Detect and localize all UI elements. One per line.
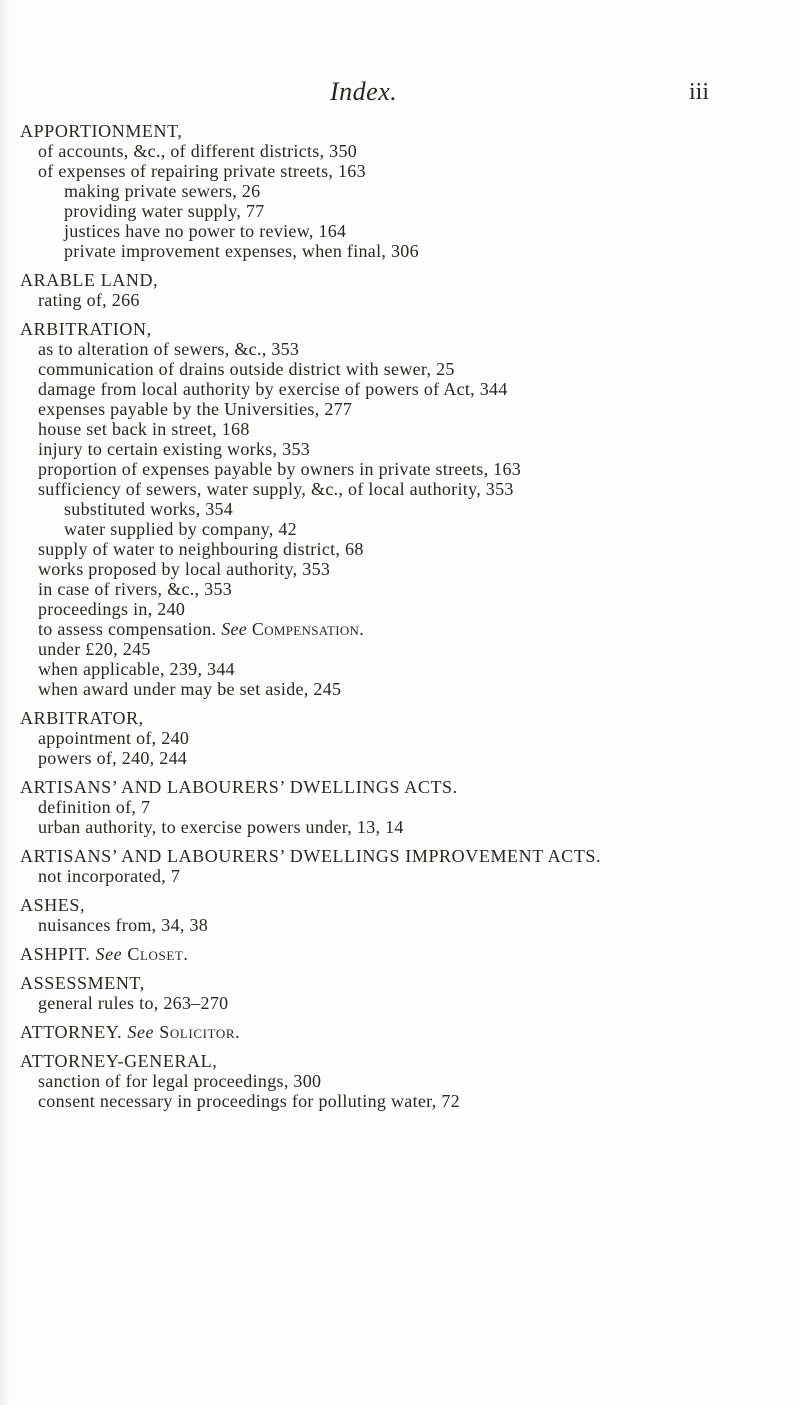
entry-text: in case of rivers, &c., 353 bbox=[38, 579, 233, 599]
index-subentry bbox=[0, 499, 800, 519]
index-subentry bbox=[0, 619, 800, 639]
entry-text: rating of, 266 bbox=[38, 290, 140, 310]
entry-text: powers of, 240, 244 bbox=[38, 748, 188, 768]
cross-reference: Compensation. bbox=[251, 619, 365, 639]
entry-text: private improvement expenses, when final, 306 bbox=[64, 241, 419, 261]
entry-text: general rules to, 263–270 bbox=[38, 993, 229, 1013]
entry-text: providing water supply, 77 bbox=[64, 201, 265, 221]
entry-text: communication of drains outside district with sewer, 25 bbox=[38, 359, 455, 379]
entry-text: when award under may be set aside, 245 bbox=[38, 679, 342, 699]
entry-text: ARTISANS’ AND LABOURERS’ DWELLINGS IMPROVEMENT ACTS. bbox=[20, 846, 602, 866]
entry-text: supply of water to neighbouring district, 68 bbox=[38, 539, 364, 559]
entry-text: damage from local authority by exercise of powers of Act, 344 bbox=[38, 379, 508, 399]
cross-reference: Solicitor. bbox=[159, 1022, 241, 1042]
index-subentry bbox=[0, 639, 800, 659]
entry-text: as to alteration of sewers, &c., 353 bbox=[38, 339, 300, 359]
page-title: Index. bbox=[330, 77, 398, 106]
entry-text: ARBITRATOR, bbox=[20, 708, 144, 728]
entry-text: ASHES, bbox=[20, 895, 86, 915]
index-subentry bbox=[0, 539, 800, 559]
entry-text: of accounts, &c., of different districts, 350 bbox=[38, 141, 358, 161]
entry-text: proceedings in, 240 bbox=[38, 599, 186, 619]
index-subentry bbox=[0, 748, 800, 768]
entry-text: ASSESSMENT, bbox=[20, 973, 145, 993]
entry-text: ATTORNEY-GENERAL, bbox=[20, 1051, 218, 1071]
entry-text: nuisances from, 34, 38 bbox=[38, 915, 209, 935]
entry-text: ARBITRATION, bbox=[20, 319, 152, 339]
index-subentry bbox=[0, 659, 800, 679]
index-subentry bbox=[0, 679, 800, 699]
index-subentry bbox=[0, 1071, 800, 1091]
entry-text: justices have no power to review, 164 bbox=[64, 221, 347, 241]
index-subentry bbox=[0, 797, 800, 817]
index-subentry bbox=[0, 141, 800, 161]
index-heading bbox=[0, 944, 800, 964]
entry-text: APPORTIONMENT, bbox=[20, 121, 183, 141]
index-subentry bbox=[0, 915, 800, 935]
index-subentry bbox=[0, 599, 800, 619]
index-subentry bbox=[0, 339, 800, 359]
index-heading bbox=[0, 1051, 800, 1071]
entry-text: sanction of for legal proceedings, 300 bbox=[38, 1071, 322, 1091]
entry-text: ARABLE LAND, bbox=[20, 270, 159, 290]
entry-text: not incorporated, 7 bbox=[38, 866, 181, 886]
index-subentry bbox=[0, 290, 800, 310]
index-heading bbox=[0, 121, 800, 141]
index-heading bbox=[0, 777, 800, 797]
entry-text: sufficiency of sewers, water supply, &c., of local authority, 353 bbox=[38, 479, 514, 499]
entry-text: substituted works, 354 bbox=[64, 499, 234, 519]
index-subentry bbox=[0, 866, 800, 886]
entry-text: to assess compensation. bbox=[38, 619, 217, 639]
index-subentry bbox=[0, 359, 800, 379]
index-heading bbox=[0, 708, 800, 728]
entry-text: definition of, 7 bbox=[38, 797, 151, 817]
index-subentry bbox=[0, 439, 800, 459]
index-heading bbox=[0, 1022, 800, 1042]
index-subentry bbox=[0, 817, 800, 837]
index-subentry bbox=[0, 479, 800, 499]
index-heading bbox=[0, 895, 800, 915]
index-subentry bbox=[0, 459, 800, 479]
index-entries bbox=[0, 121, 800, 1111]
entry-text: expenses payable by the Universities, 277 bbox=[38, 399, 353, 419]
entry-text: making private sewers, 26 bbox=[64, 181, 261, 201]
entry-text: house set back in street, 168 bbox=[38, 419, 250, 439]
cross-reference: Closet. bbox=[127, 944, 189, 964]
entry-text: injury to certain existing works, 353 bbox=[38, 439, 311, 459]
index-subentry bbox=[0, 161, 800, 181]
index-heading bbox=[0, 846, 800, 866]
entry-text: consent necessary in proceedings for polluting water, 72 bbox=[38, 1091, 460, 1111]
entry-text: urban authority, to exercise powers under, 13, 14 bbox=[38, 817, 404, 837]
entry-text: under £20, 245 bbox=[38, 639, 151, 659]
entry-text: proportion of expenses payable by owners in private streets, 163 bbox=[38, 459, 522, 479]
index-heading bbox=[0, 270, 800, 290]
index-subentry bbox=[0, 993, 800, 1013]
index-subentry bbox=[0, 399, 800, 419]
index-subentry bbox=[0, 1091, 800, 1111]
entry-text: of expenses of repairing private streets, 163 bbox=[38, 161, 366, 181]
page-number: iii bbox=[689, 79, 710, 105]
entry-text: water supplied by company, 42 bbox=[64, 519, 297, 539]
index-heading bbox=[0, 319, 800, 339]
see-label: See bbox=[95, 944, 123, 964]
index-subentry bbox=[0, 201, 800, 221]
entry-text: appointment of, 240 bbox=[38, 728, 190, 748]
see-label: See bbox=[221, 619, 248, 639]
index-subentry bbox=[0, 181, 800, 201]
entry-text: ASHPIT. bbox=[20, 944, 91, 964]
entry-text: when applicable, 239, 344 bbox=[38, 659, 235, 679]
index-subentry bbox=[0, 579, 800, 599]
index-subentry bbox=[0, 519, 800, 539]
entry-text: works proposed by local authority, 353 bbox=[38, 559, 331, 579]
index-subentry bbox=[0, 379, 800, 399]
index-subentry bbox=[0, 419, 800, 439]
index-heading bbox=[0, 973, 800, 993]
entry-text: ARTISANS’ AND LABOURERS’ DWELLINGS ACTS. bbox=[20, 777, 458, 797]
see-label: See bbox=[127, 1022, 155, 1042]
entry-text: ATTORNEY. bbox=[20, 1022, 123, 1042]
index-subentry bbox=[0, 728, 800, 748]
index-subentry bbox=[0, 559, 800, 579]
index-subentry bbox=[0, 241, 800, 261]
index-subentry bbox=[0, 221, 800, 241]
